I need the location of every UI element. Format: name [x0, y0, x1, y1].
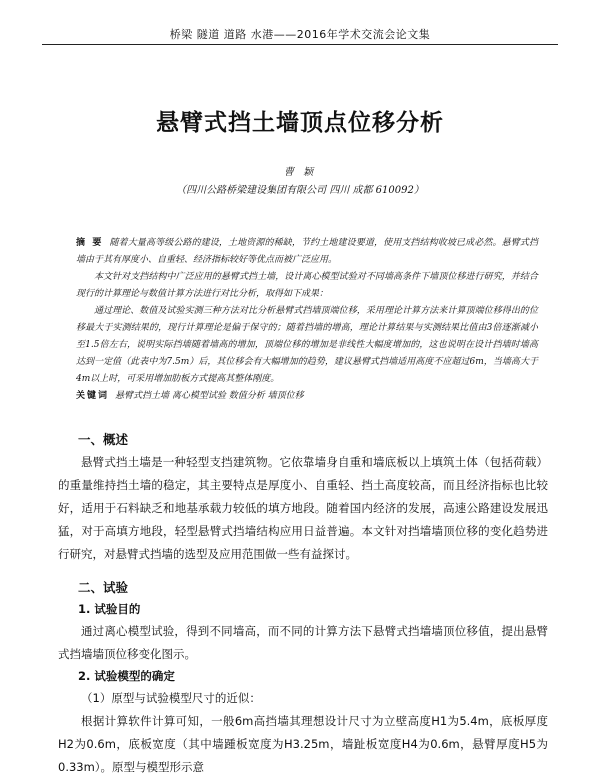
abstract-text-1: 随着大量高等级公路的建设，土地资源的稀缺，节约土地建设要道，使用支挡结构收坡已成必然。悬臂式挡墙由于其有厚度小、自重轻、经济指标较好等优点而被广泛应用。 — [76, 238, 538, 265]
header-rule — [42, 44, 558, 45]
keywords-label: 关键词 — [76, 391, 110, 401]
abstract-block — [76, 235, 538, 405]
section-2-2-subheading: （1）原型与试验模型尺寸的近似： — [81, 691, 261, 705]
body-text — [58, 428, 548, 779]
running-header: 桥梁 隧道 道路 水港——2016年学术交流会论文集 — [169, 28, 431, 41]
keywords-text: 悬臂式挡土墙 离心模型试验 数值分析 墙顶位移 — [115, 391, 304, 401]
section-2-1-heading: 1. 试验目的 — [78, 602, 141, 616]
section-2-1-paragraph: 通过离心模型试验，得到不同墙高，而不同的计算方法下悬臂式挡墙墙顶位移值，提出悬臂式挡墙墙顶位移变化图示。 — [58, 624, 548, 661]
section-2-2-heading: 2. 试验模型的确定 — [78, 669, 175, 683]
abstract-paragraph-2: 本文针对支挡结构中广泛应用的悬臂式挡土墙，设计离心模型试验对不同墙高条件下墙顶位移进行研究，并结合现行的计算理论与数值计算方法进行对比分析，取得如下成果： — [76, 272, 538, 299]
paper-title: 悬臂式挡土墙顶点位移分析 — [156, 110, 444, 136]
section-1-paragraph: 悬臂式挡土墙是一种轻型支挡建筑物。它依靠墙身自重和墙底板以上填筑土体（包括荷载）的重量维持挡土墙的稳定，其主要特点是厚度小、自重轻、挡土高度较高，而且经济指标也比较好，适用于石料缺乏和地基承载力较低的填方地段。随着国内经济的发展，高速公路建设发展迅猛，对于高填方地段，轻型悬臂式挡墙结构应用日益普遍。本文针对挡墙墙顶位移的变化趋势进行研究，对悬臂式挡墙的选型及应用范围做一些有益探讨。 — [58, 455, 548, 561]
section-2-heading: 二、试验 — [78, 580, 129, 595]
keywords-line — [76, 388, 538, 405]
section-1-heading: 一、概述 — [78, 432, 129, 447]
affiliation: （四川公路桥梁建设集团有限公司 四川 成都 610092） — [176, 185, 424, 196]
author: 曹 颖 — [283, 167, 317, 178]
abstract-label: 摘 要 — [76, 238, 104, 248]
abstract-paragraph-1 — [76, 235, 538, 269]
abstract-paragraph-3: 通过理论、数值及试验实测三种方法对比分析悬臂式挡墙顶端位移，采用理论计算方法来计算顶端位移得出的位移最大于实测结果的，现行计算理论是偏于保守的；随着挡墙的增高，理论计算结果与实测结果比值由3倍逐渐减小至1.5倍左右，说明实际挡墙随着墙高的增加，顶端位移的增加是非线性大幅度增加的，这也说明在设计挡墙时墙高达到一定值（此表中为7.5m）后，其位移会有大幅增加的趋势，建议悬臂式挡墙适用高度不应超过6m，当墙高大于4m以上时，可采用增加肋板方式提高其整体刚度。 — [76, 306, 538, 384]
section-2-2-paragraph: 根据计算软件计算可知，一般6m高挡墙其理想设计尺寸为立壁高度H1为5.4m，底板厚度H2为0.6m，底板宽度（其中墙踵板宽度为H3.25m，墙趾板宽度H4为0.6m，悬臂厚度H5为0.33m）。原型与模型形示意 — [58, 714, 548, 774]
